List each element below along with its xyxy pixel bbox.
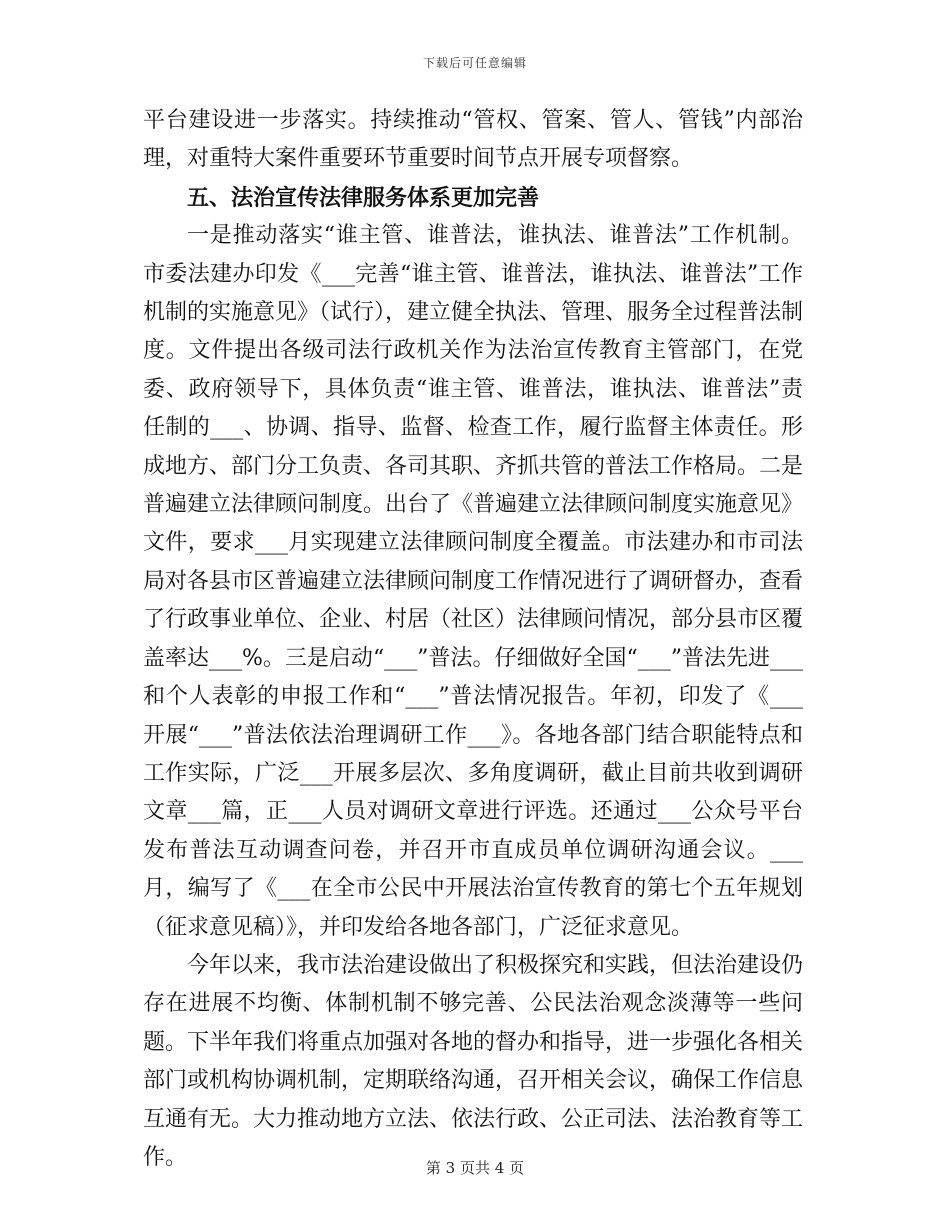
page-header-note: 下载后可任意编辑	[422, 56, 527, 70]
document-body	[143, 102, 803, 1177]
page-number: 第 3 页共 4 页	[425, 1159, 525, 1177]
paragraph-continued: 平台建设进一步落实。持续推动“管权、管案、管人、管钱”内部治理，对重特大案件重要环节重要时间节点开展专项督察。	[143, 108, 803, 172]
paragraph-summary: 今年以来，我市法治建设做出了积极探究和实践，但法治建设仍存在进展不均衡、体制机制不够完善、公民法治观念淡薄等一些问题。下半年我们将重点加强对各地的督办和指导，进一步强化各相关部门或机构协调机制，定期联络沟通，召开相关会议，确保工作信息互通有无。大力推动地方立法、依法行政、公正司法、法治教育等工作。	[143, 952, 804, 1170]
section-heading: 五、法治宣传法律服务体系更加完善	[187, 184, 540, 211]
paragraph-section-five: 一是推动落实“谁主管、谁普法，谁执法、谁普法”工作机制。市委法建办印发《___完善“谁主管、谁普法，谁执法、谁普法”工作机制的实施意见》（试行），建立健全执法、管理、服务全过程普法制度。文件提出各级司法行政机关作为法治宣传教育主管部门，在党委、政府领导下，具体负责“谁主管、谁普法，谁执法、谁普法”责任制的___、协调、指导、监督、检查工作，履行监督主体责任。形成地方、部门分工负责、各司其职、齐抓共管的普法工作格局。二是普遍建立法律顾问制度。出台了《普遍建立法律顾问制度实施意见》文件，要求___月实现建立法律顾问制度全覆盖。市法建办和市司法局对各县市区普遍建立法律顾问制度工作情况进行了调研督办，查看了行政事业单位、企业、村居（社区）法律顾问情况，部分县市区覆盖率达___%。三是启动“___”普法。仔细做好全国“___”普法先进___和个人表彰的申报工作和“___”普法情况报告。年初，印发了《___开展“___”普法依法治理调研工作___》。各地各部门结合职能特点和工作实际，广泛___开展多层次、多角度调研，截止目前共收到调研文章___篇，正___人员对调研文章进行评选。还通过___公众号平台发布普法互动调查问卷，并召开市直成员单位调研沟通会议。___月，编写了《___在全市公民中开展法治宣传教育的第七个五年规划（征求意见稿）》，并印发给各地各部门，广泛征求意见。	[143, 223, 804, 940]
